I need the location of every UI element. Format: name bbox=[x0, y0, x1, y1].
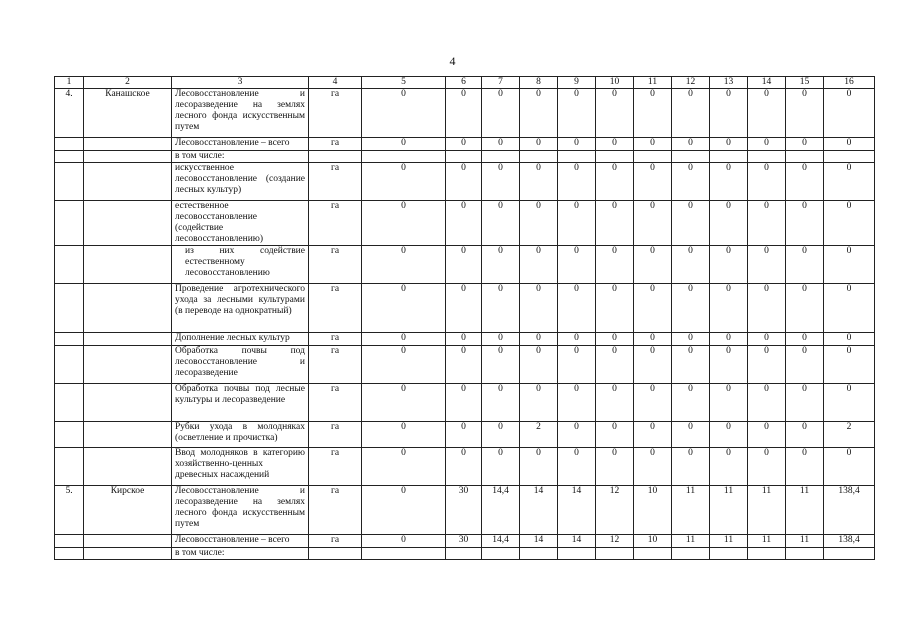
row-number-cell bbox=[55, 346, 84, 384]
value-cell: 0 bbox=[446, 346, 482, 384]
value-cell: 0 bbox=[362, 284, 446, 333]
value-cell: 0 bbox=[362, 384, 446, 422]
value-cell: 0 bbox=[786, 201, 824, 246]
value-cell: 0 bbox=[558, 422, 596, 448]
value-cell: 0 bbox=[520, 448, 558, 486]
value-cell: 0 bbox=[824, 138, 875, 151]
value-cell: 0 bbox=[634, 448, 672, 486]
row-number-cell bbox=[55, 138, 84, 151]
district-cell bbox=[84, 448, 172, 486]
unit-cell: га bbox=[309, 284, 362, 333]
value-cell: 0 bbox=[748, 201, 786, 246]
column-header: 3 bbox=[172, 77, 309, 89]
value-cell: 0 bbox=[634, 138, 672, 151]
row-number-cell bbox=[55, 422, 84, 448]
column-number-header bbox=[55, 77, 875, 89]
column-header: 2 bbox=[84, 77, 172, 89]
value-cell: 0 bbox=[786, 384, 824, 422]
value-cell: 0 bbox=[824, 448, 875, 486]
value-cell: 0 bbox=[520, 333, 558, 346]
value-cell: 0 bbox=[748, 163, 786, 201]
column-header: 12 bbox=[672, 77, 710, 89]
activity-label: Рубки ухода в молодняках (осветление и прочистка) bbox=[175, 422, 305, 443]
value-cell bbox=[520, 548, 558, 560]
value-cell: 0 bbox=[710, 422, 748, 448]
value-cell: 0 bbox=[362, 138, 446, 151]
activity-cell bbox=[172, 246, 309, 284]
value-cell: 0 bbox=[786, 422, 824, 448]
value-cell: 0 bbox=[710, 333, 748, 346]
value-cell: 0 bbox=[634, 333, 672, 346]
row-number-cell: 4. bbox=[55, 89, 84, 138]
column-header: 14 bbox=[748, 77, 786, 89]
activity-label: Ввод молодняков в категорию хозяйственно-ценных древесных насаждений bbox=[175, 448, 305, 480]
value-cell bbox=[748, 548, 786, 560]
column-header: 9 bbox=[558, 77, 596, 89]
value-cell: 0 bbox=[362, 201, 446, 246]
column-header: 8 bbox=[520, 77, 558, 89]
value-cell bbox=[710, 548, 748, 560]
table-row bbox=[55, 151, 875, 163]
activity-cell bbox=[172, 163, 309, 201]
district-cell bbox=[84, 346, 172, 384]
value-cell: 11 bbox=[748, 535, 786, 548]
value-cell: 0 bbox=[786, 346, 824, 384]
value-cell: 0 bbox=[596, 333, 634, 346]
district-cell: Кирское bbox=[84, 486, 172, 535]
value-cell: 0 bbox=[558, 284, 596, 333]
table-row bbox=[55, 246, 875, 284]
value-cell: 0 bbox=[558, 89, 596, 138]
value-cell: 138,4 bbox=[824, 535, 875, 548]
district-cell bbox=[84, 284, 172, 333]
value-cell bbox=[786, 151, 824, 163]
activity-label: Обработка почвы под лесные культуры и лесоразведение bbox=[175, 384, 305, 405]
activity-cell bbox=[172, 448, 309, 486]
value-cell bbox=[672, 151, 710, 163]
value-cell: 0 bbox=[362, 448, 446, 486]
value-cell: 0 bbox=[824, 201, 875, 246]
value-cell: 14 bbox=[558, 535, 596, 548]
value-cell: 0 bbox=[824, 333, 875, 346]
value-cell: 0 bbox=[520, 89, 558, 138]
value-cell bbox=[672, 548, 710, 560]
value-cell: 0 bbox=[482, 138, 520, 151]
value-cell: 0 bbox=[710, 138, 748, 151]
activity-cell bbox=[172, 138, 309, 151]
value-cell: 11 bbox=[786, 486, 824, 535]
value-cell: 0 bbox=[672, 138, 710, 151]
value-cell: 0 bbox=[446, 163, 482, 201]
unit-cell bbox=[309, 548, 362, 560]
value-cell: 0 bbox=[824, 163, 875, 201]
value-cell: 0 bbox=[446, 138, 482, 151]
value-cell: 0 bbox=[558, 346, 596, 384]
value-cell: 14,4 bbox=[482, 535, 520, 548]
value-cell: 10 bbox=[634, 535, 672, 548]
value-cell bbox=[596, 548, 634, 560]
table-row bbox=[55, 422, 875, 448]
table-row bbox=[55, 346, 875, 384]
value-cell: 0 bbox=[362, 422, 446, 448]
page-number: 4 bbox=[449, 54, 456, 68]
district-cell bbox=[84, 535, 172, 548]
value-cell: 11 bbox=[710, 535, 748, 548]
value-cell: 0 bbox=[748, 138, 786, 151]
value-cell: 0 bbox=[672, 384, 710, 422]
value-cell: 0 bbox=[672, 284, 710, 333]
value-cell: 0 bbox=[710, 163, 748, 201]
value-cell: 0 bbox=[634, 384, 672, 422]
row-number-cell bbox=[55, 201, 84, 246]
value-cell: 0 bbox=[710, 346, 748, 384]
activity-cell bbox=[172, 422, 309, 448]
activity-cell bbox=[172, 548, 309, 560]
value-cell: 0 bbox=[786, 246, 824, 284]
value-cell: 0 bbox=[446, 284, 482, 333]
value-cell: 0 bbox=[634, 346, 672, 384]
district-cell bbox=[84, 163, 172, 201]
row-number-cell bbox=[55, 284, 84, 333]
unit-cell: га bbox=[309, 535, 362, 548]
district-cell bbox=[84, 333, 172, 346]
value-cell: 0 bbox=[824, 284, 875, 333]
value-cell: 0 bbox=[634, 163, 672, 201]
value-cell: 0 bbox=[520, 138, 558, 151]
district-cell bbox=[84, 384, 172, 422]
activity-label: естественное лесовосстановление (содействие лесовосстановлению) bbox=[175, 201, 264, 244]
value-cell: 0 bbox=[596, 422, 634, 448]
value-cell: 0 bbox=[482, 246, 520, 284]
column-header: 7 bbox=[482, 77, 520, 89]
activity-label: Проведение агротехнического ухода за лесными культурами (в переводе на однократный) bbox=[175, 284, 305, 316]
value-cell: 0 bbox=[710, 448, 748, 486]
value-cell bbox=[824, 548, 875, 560]
value-cell: 2 bbox=[520, 422, 558, 448]
value-cell: 0 bbox=[748, 89, 786, 138]
value-cell: 0 bbox=[520, 246, 558, 284]
unit-cell: га bbox=[309, 422, 362, 448]
activity-label: Лесовосстановление – всего bbox=[175, 535, 290, 545]
value-cell: 0 bbox=[558, 448, 596, 486]
value-cell: 0 bbox=[362, 163, 446, 201]
column-header: 15 bbox=[786, 77, 824, 89]
table-row bbox=[55, 384, 875, 422]
value-cell: 14,4 bbox=[482, 486, 520, 535]
table-row bbox=[55, 284, 875, 333]
value-cell: 0 bbox=[672, 346, 710, 384]
value-cell: 14 bbox=[558, 486, 596, 535]
row-number-cell bbox=[55, 151, 84, 163]
value-cell: 0 bbox=[786, 284, 824, 333]
value-cell bbox=[362, 548, 446, 560]
value-cell: 11 bbox=[748, 486, 786, 535]
unit-cell bbox=[309, 151, 362, 163]
value-cell: 14 bbox=[520, 486, 558, 535]
district-cell bbox=[84, 201, 172, 246]
activity-label: Дополнение лесных культур bbox=[175, 333, 290, 343]
value-cell: 0 bbox=[362, 333, 446, 346]
activity-cell bbox=[172, 151, 309, 163]
value-cell: 0 bbox=[482, 333, 520, 346]
value-cell: 138,4 bbox=[824, 486, 875, 535]
column-header: 10 bbox=[596, 77, 634, 89]
column-header: 16 bbox=[824, 77, 875, 89]
value-cell: 12 bbox=[596, 486, 634, 535]
row-number-cell: 5. bbox=[55, 486, 84, 535]
value-cell: 0 bbox=[596, 89, 634, 138]
value-cell: 0 bbox=[786, 138, 824, 151]
value-cell: 0 bbox=[446, 89, 482, 138]
value-cell: 0 bbox=[634, 89, 672, 138]
table-row bbox=[55, 486, 875, 535]
activity-label: Лесовосстановление – всего bbox=[175, 138, 290, 148]
value-cell: 0 bbox=[672, 201, 710, 246]
column-header: 11 bbox=[634, 77, 672, 89]
value-cell: 0 bbox=[710, 201, 748, 246]
value-cell: 30 bbox=[446, 486, 482, 535]
value-cell: 0 bbox=[672, 163, 710, 201]
activity-label: Обработка почвы под лесовосстановление и лесоразведение bbox=[175, 346, 305, 378]
district-cell bbox=[84, 548, 172, 560]
value-cell: 0 bbox=[482, 284, 520, 333]
value-cell: 0 bbox=[362, 535, 446, 548]
value-cell: 0 bbox=[786, 448, 824, 486]
value-cell: 0 bbox=[596, 448, 634, 486]
value-cell: 0 bbox=[596, 201, 634, 246]
table-row bbox=[55, 138, 875, 151]
value-cell: 0 bbox=[520, 284, 558, 333]
column-header: 13 bbox=[710, 77, 748, 89]
value-cell: 0 bbox=[596, 284, 634, 333]
activity-cell bbox=[172, 89, 309, 138]
value-cell: 0 bbox=[710, 384, 748, 422]
value-cell: 0 bbox=[558, 333, 596, 346]
value-cell: 11 bbox=[786, 535, 824, 548]
value-cell bbox=[748, 151, 786, 163]
value-cell: 0 bbox=[596, 163, 634, 201]
value-cell bbox=[362, 151, 446, 163]
value-cell: 2 bbox=[824, 422, 875, 448]
value-cell: 30 bbox=[446, 535, 482, 548]
value-cell: 10 bbox=[634, 486, 672, 535]
value-cell: 0 bbox=[710, 246, 748, 284]
value-cell: 0 bbox=[520, 163, 558, 201]
value-cell bbox=[446, 548, 482, 560]
activity-cell bbox=[172, 486, 309, 535]
value-cell: 0 bbox=[446, 246, 482, 284]
row-number-cell bbox=[55, 448, 84, 486]
value-cell: 0 bbox=[634, 284, 672, 333]
value-cell: 0 bbox=[482, 89, 520, 138]
value-cell: 0 bbox=[672, 448, 710, 486]
activity-label: искусственное лесовосстановление (создание лесных культур) bbox=[175, 163, 305, 195]
value-cell: 0 bbox=[748, 346, 786, 384]
value-cell: 0 bbox=[482, 448, 520, 486]
table-row bbox=[55, 333, 875, 346]
value-cell: 0 bbox=[558, 201, 596, 246]
value-cell bbox=[786, 548, 824, 560]
value-cell: 0 bbox=[482, 201, 520, 246]
value-cell: 0 bbox=[362, 89, 446, 138]
activity-label: в том числе: bbox=[175, 151, 225, 161]
value-cell bbox=[446, 151, 482, 163]
value-cell: 0 bbox=[748, 246, 786, 284]
table-row bbox=[55, 89, 875, 138]
value-cell: 0 bbox=[446, 333, 482, 346]
activity-cell bbox=[172, 201, 309, 246]
unit-cell: га bbox=[309, 448, 362, 486]
value-cell bbox=[482, 548, 520, 560]
row-number-cell bbox=[55, 163, 84, 201]
table-row bbox=[55, 163, 875, 201]
value-cell bbox=[558, 548, 596, 560]
value-cell: 0 bbox=[748, 333, 786, 346]
value-cell: 0 bbox=[482, 422, 520, 448]
value-cell: 0 bbox=[824, 246, 875, 284]
unit-cell: га bbox=[309, 333, 362, 346]
value-cell: 0 bbox=[672, 333, 710, 346]
value-cell bbox=[824, 151, 875, 163]
value-cell: 0 bbox=[824, 384, 875, 422]
value-cell: 0 bbox=[558, 138, 596, 151]
activity-cell bbox=[172, 346, 309, 384]
value-cell: 0 bbox=[558, 163, 596, 201]
row-number-cell bbox=[55, 535, 84, 548]
value-cell: 0 bbox=[710, 89, 748, 138]
unit-cell: га bbox=[309, 163, 362, 201]
value-cell: 0 bbox=[748, 422, 786, 448]
value-cell: 0 bbox=[520, 384, 558, 422]
column-header: 4 bbox=[309, 77, 362, 89]
activity-label: Лесовосстановление и лесоразведение на землях лесного фонда искусственным путем bbox=[175, 89, 305, 132]
value-cell: 0 bbox=[596, 246, 634, 284]
value-cell: 0 bbox=[520, 346, 558, 384]
value-cell bbox=[634, 151, 672, 163]
value-cell bbox=[710, 151, 748, 163]
unit-cell: га bbox=[309, 89, 362, 138]
value-cell: 0 bbox=[362, 486, 446, 535]
value-cell: 0 bbox=[482, 384, 520, 422]
table-row bbox=[55, 548, 875, 560]
activity-cell bbox=[172, 284, 309, 333]
activity-label: из них содействие естественному лесовосстановлению bbox=[185, 246, 305, 278]
value-cell: 12 bbox=[596, 535, 634, 548]
value-cell: 0 bbox=[824, 89, 875, 138]
value-cell: 0 bbox=[596, 138, 634, 151]
column-header: 6 bbox=[446, 77, 482, 89]
district-cell: Канашское bbox=[84, 89, 172, 138]
value-cell: 0 bbox=[362, 246, 446, 284]
value-cell bbox=[596, 151, 634, 163]
unit-cell: га bbox=[309, 138, 362, 151]
activity-cell bbox=[172, 384, 309, 422]
value-cell: 0 bbox=[786, 333, 824, 346]
forest-restoration-table bbox=[54, 76, 875, 560]
column-header: 5 bbox=[362, 77, 446, 89]
value-cell: 11 bbox=[710, 486, 748, 535]
value-cell: 0 bbox=[446, 448, 482, 486]
row-number-cell bbox=[55, 333, 84, 346]
value-cell: 0 bbox=[786, 89, 824, 138]
unit-cell: га bbox=[309, 486, 362, 535]
unit-cell: га bbox=[309, 346, 362, 384]
value-cell bbox=[558, 151, 596, 163]
value-cell: 0 bbox=[482, 346, 520, 384]
value-cell: 0 bbox=[824, 346, 875, 384]
district-cell bbox=[84, 151, 172, 163]
column-header: 1 bbox=[55, 77, 84, 89]
row-number-cell bbox=[55, 246, 84, 284]
value-cell: 11 bbox=[672, 535, 710, 548]
unit-cell: га bbox=[309, 384, 362, 422]
value-cell: 0 bbox=[748, 384, 786, 422]
table-row bbox=[55, 201, 875, 246]
table-row bbox=[55, 535, 875, 548]
unit-cell: га bbox=[309, 246, 362, 284]
value-cell: 0 bbox=[710, 284, 748, 333]
value-cell: 0 bbox=[596, 346, 634, 384]
value-cell: 0 bbox=[672, 89, 710, 138]
value-cell: 0 bbox=[672, 422, 710, 448]
row-number-cell bbox=[55, 548, 84, 560]
table-body bbox=[55, 89, 875, 560]
district-cell bbox=[84, 138, 172, 151]
value-cell: 0 bbox=[482, 163, 520, 201]
value-cell: 0 bbox=[786, 163, 824, 201]
activity-cell bbox=[172, 333, 309, 346]
value-cell: 11 bbox=[672, 486, 710, 535]
value-cell: 0 bbox=[672, 246, 710, 284]
district-cell bbox=[84, 422, 172, 448]
value-cell: 0 bbox=[558, 384, 596, 422]
value-cell: 14 bbox=[520, 535, 558, 548]
value-cell bbox=[520, 151, 558, 163]
row-number-cell bbox=[55, 384, 84, 422]
activity-cell bbox=[172, 535, 309, 548]
unit-cell: га bbox=[309, 201, 362, 246]
value-cell: 0 bbox=[748, 284, 786, 333]
value-cell: 0 bbox=[596, 384, 634, 422]
table-row bbox=[55, 448, 875, 486]
activity-label: в том числе: bbox=[175, 548, 225, 558]
value-cell: 0 bbox=[748, 448, 786, 486]
value-cell: 0 bbox=[446, 384, 482, 422]
value-cell: 0 bbox=[446, 422, 482, 448]
activity-label: Лесовосстановление и лесоразведение на землях лесного фонда искусственным путем bbox=[175, 486, 305, 529]
value-cell: 0 bbox=[558, 246, 596, 284]
value-cell: 0 bbox=[520, 201, 558, 246]
value-cell: 0 bbox=[634, 201, 672, 246]
value-cell bbox=[634, 548, 672, 560]
district-cell bbox=[84, 246, 172, 284]
value-cell: 0 bbox=[362, 346, 446, 384]
value-cell: 0 bbox=[634, 246, 672, 284]
value-cell bbox=[482, 151, 520, 163]
value-cell: 0 bbox=[446, 201, 482, 246]
value-cell: 0 bbox=[634, 422, 672, 448]
